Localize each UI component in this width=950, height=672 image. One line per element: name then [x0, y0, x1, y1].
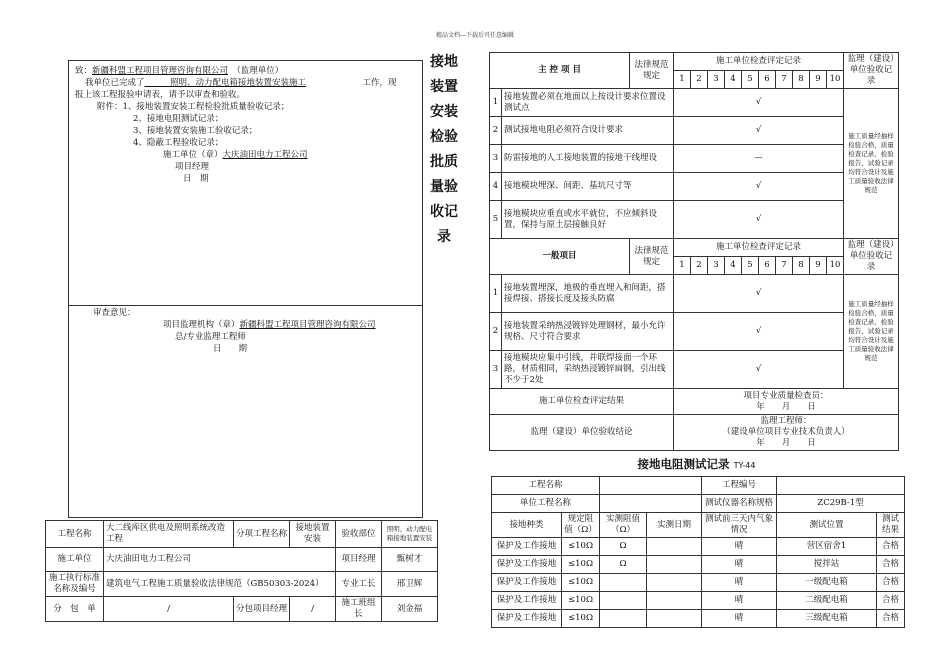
- table-row: [46, 597, 438, 622]
- check-number: 4: [725, 71, 742, 89]
- item-mark: √: [674, 173, 844, 201]
- table-cell: 晴: [702, 574, 777, 592]
- table-row: [492, 610, 905, 628]
- supervisor-org-name: 新疆科盟工程项目管理咨询有限公司: [239, 320, 376, 330]
- item-mark: √: [674, 201, 844, 239]
- vertical-title-line: 批质: [430, 154, 458, 170]
- table-cell: 保护及工作接地: [492, 556, 562, 574]
- table-cell: [647, 556, 702, 574]
- table-cell: 合格: [877, 556, 905, 574]
- table-cell: Ω: [600, 538, 647, 556]
- table-cell: 合格: [877, 610, 905, 628]
- table-cell: [647, 592, 702, 610]
- check-number: 10: [827, 71, 844, 89]
- supervisor-signer: 监理工程师：: [760, 416, 812, 426]
- contractor-sign-line: 施工单位（章）大庆油田电力工程公司: [163, 150, 308, 160]
- check-number: 6: [759, 71, 776, 89]
- table-cell: ≤10Ω: [562, 538, 600, 556]
- item-number: 1: [490, 89, 502, 117]
- item-number: 3: [490, 351, 502, 389]
- item-mark: —: [674, 145, 844, 173]
- project-name-value: [600, 477, 702, 495]
- accept-column-header: 监理（建设）单位验收记录: [844, 53, 899, 89]
- table-cell: 保护及工作接地: [492, 574, 562, 592]
- contractor-result-sign: [674, 389, 899, 415]
- table-cell: ≤10Ω: [562, 574, 600, 592]
- vertical-title: [427, 50, 461, 250]
- table-cell: Ω: [600, 556, 647, 574]
- table-cell: ≤10Ω: [562, 592, 600, 610]
- contractor-name: 大庆油田电力工程公司: [222, 150, 308, 160]
- item-number: 2: [490, 313, 502, 351]
- check-number: 9: [810, 71, 827, 89]
- inspection-table: [489, 52, 899, 451]
- form-divider: [69, 305, 422, 306]
- supervisor-signer-note: （建设单位项目专业技术负责人）: [722, 427, 850, 437]
- info-value: 甄树才: [382, 548, 438, 572]
- accept-column-header: 监理（建设）单位验收记录: [844, 239, 899, 275]
- table-row: [46, 548, 438, 572]
- table-cell: 晴: [702, 556, 777, 574]
- spec-column-header: 法律规范规定: [630, 53, 674, 89]
- table-row: [490, 351, 899, 389]
- vertical-title-line: 接地: [430, 54, 458, 70]
- check-number: 3: [708, 71, 725, 89]
- project-no-label: 工程编号: [702, 477, 777, 495]
- attachment-2: 2、接地电阻测试记录；: [133, 114, 224, 124]
- attachment-4: 4、隐蔽工程验收记录；: [133, 138, 224, 148]
- table-cell: [600, 592, 647, 610]
- review-label: 审查意见：: [93, 308, 136, 318]
- info-value: 大二线库区供电及照明系统改造工程: [104, 521, 234, 548]
- info-label: 分包项目经理: [234, 597, 290, 622]
- item-mark: √: [674, 313, 844, 351]
- addressee-company: 新疆科盟工程项目管理咨询有限公司: [92, 66, 229, 76]
- project-no-value: [777, 477, 905, 495]
- info-label: 施工执行标准名称及编号: [46, 572, 104, 597]
- check-number: 9: [810, 257, 827, 275]
- resistance-table: [491, 476, 905, 628]
- table-cell: 三级配电箱: [777, 610, 877, 628]
- supervisor-date: 年 月 日: [756, 438, 816, 448]
- contractor-result-signer: 项目专业质量检查员：: [743, 390, 829, 401]
- general-items-title: 一般项目: [490, 239, 630, 275]
- attachments-title: 附件：1、接地装置安装工程检验批质量验收记录；: [97, 102, 290, 112]
- table-cell: 保护及工作接地: [492, 610, 562, 628]
- info-label: 施工班组长: [336, 597, 382, 622]
- info-value: /: [290, 597, 336, 622]
- item-number: 3: [490, 145, 502, 173]
- table-row: [490, 145, 899, 173]
- item-number: 4: [490, 173, 502, 201]
- check-number: 6: [759, 257, 776, 275]
- project-info-table: [45, 520, 438, 622]
- info-label: 分项工程名称: [234, 521, 290, 548]
- table-cell: 晴: [702, 538, 777, 556]
- table-row: [490, 275, 899, 313]
- column-header: 测试结果: [877, 513, 905, 538]
- info-label: 工程名称: [46, 521, 104, 548]
- item-text: 接地装置必须在地面以上按设计要求位置设测试点: [502, 89, 674, 117]
- item-number: 1: [490, 275, 502, 313]
- supervisor-result-sign: [674, 415, 899, 451]
- item-number: 5: [490, 201, 502, 239]
- table-cell: ≤10Ω: [562, 556, 600, 574]
- table-row: [492, 574, 905, 592]
- contractor-result-date: 年 月 日: [756, 401, 816, 412]
- acceptance-request-section: [75, 65, 417, 185]
- completed-work: 照明、动力配电箱接地装置安装施工: [170, 78, 307, 88]
- record-code: TY-44: [733, 461, 756, 470]
- info-label: 分 包 单: [46, 597, 104, 622]
- attachment-3: 3、接地装置安装施工验收记录；: [133, 126, 258, 136]
- table-row: [492, 477, 905, 495]
- table-row: [492, 592, 905, 610]
- table-cell: 合格: [877, 538, 905, 556]
- instrument-value: ZC29B-1型: [777, 495, 905, 513]
- table-cell: ≤10Ω: [562, 610, 600, 628]
- item-number: 2: [490, 117, 502, 145]
- table-cell: [647, 574, 702, 592]
- column-header: 接地种类: [492, 513, 562, 538]
- completed-work-line: 我单位已完成了 照明、动力配电箱接地装置安装施工 工作，现: [85, 78, 397, 88]
- date-label-2: 日 期: [213, 344, 248, 354]
- table-cell: 营区宿舍1: [777, 538, 877, 556]
- main-items-title: 主 控 项 目: [490, 53, 630, 89]
- table-row: [490, 89, 899, 117]
- item-text: 防雷接地的人工接地装置的接地干线埋设: [502, 145, 674, 173]
- table-row: [490, 239, 899, 257]
- item-text: 接地模块应集中引线，并联焊接面一个环路，材质相同，采纳热浸镀锌扁钢，引出线不少于2处: [502, 351, 674, 389]
- column-header: 测试位置: [777, 513, 877, 538]
- item-text: 测试接地电阻必须符合设计要求: [502, 117, 674, 145]
- info-value: 大庆油田电力工程公司: [104, 548, 336, 572]
- check-number: 4: [725, 257, 742, 275]
- vertical-title-line: 装置: [430, 79, 458, 95]
- doc-header-note: 精品文档---下载后可任意编辑: [435, 32, 515, 39]
- check-number: 10: [827, 257, 844, 275]
- info-value: /: [104, 597, 234, 622]
- item-mark: √: [674, 351, 844, 389]
- item-text: 接地装置采纳热浸镀锌处理钢材，最小允许规格、尺寸符合要求: [502, 313, 674, 351]
- info-value: 照明、动力配电箱接地装置安装: [382, 521, 438, 548]
- table-cell: 二级配电箱: [777, 592, 877, 610]
- table-row: [490, 313, 899, 351]
- column-header: 实测阻值（Ω）: [600, 513, 647, 538]
- main-accept-note: 施工质量经抽样检验合格，质量检查记录、检验报告、试验记录均符合设计及施工质量验收法律规范: [844, 89, 899, 239]
- table-row: [492, 495, 905, 513]
- info-value: 建筑电气工程施工质量验收法律规范（GB50303-2024）: [104, 572, 336, 597]
- table-row: [46, 572, 438, 597]
- general-accept-note: 施工质量经抽样检验合格，质量检查记录、检验报告、试验记录均符合设计及施工质量验收法律规范: [844, 275, 899, 389]
- table-row: [46, 521, 438, 548]
- vertical-title-line: 量验: [430, 179, 458, 195]
- item-text: 接地模块应垂直或水平就位，不应倾斜设置，保持与原土层接触良好: [502, 201, 674, 239]
- table-cell: [600, 610, 647, 628]
- table-cell: 搅拌站: [777, 556, 877, 574]
- item-mark: √: [674, 89, 844, 117]
- instrument-label: 测试仪器名称规格: [702, 495, 777, 513]
- info-value: 刘金福: [382, 597, 438, 622]
- check-number: 8: [793, 71, 810, 89]
- check-number: 2: [691, 257, 708, 275]
- table-row: [490, 415, 899, 451]
- report-line: 报上该工程报验申请表，请予以审查和验收。: [75, 90, 246, 100]
- vertical-title-line: 收记: [430, 204, 458, 220]
- info-value: 接地装置安装: [290, 521, 336, 548]
- item-text: 接地模块埋深、间距、基坑尺寸等: [502, 173, 674, 201]
- check-column-header: 施工单位检查评定记录: [674, 239, 844, 257]
- check-number: 2: [691, 71, 708, 89]
- table-cell: 晴: [702, 610, 777, 628]
- info-label: 项目经理: [336, 548, 382, 572]
- table-cell: 一级配电箱: [777, 574, 877, 592]
- info-label: 验收部位: [336, 521, 382, 548]
- unit-project-label: 单位工程名称: [492, 495, 600, 513]
- table-row: [490, 117, 899, 145]
- check-number: 7: [776, 71, 793, 89]
- table-row: [490, 173, 899, 201]
- acceptance-form: [68, 60, 423, 518]
- table-row: [490, 389, 899, 415]
- table-row: [490, 53, 899, 71]
- table-cell: 晴: [702, 592, 777, 610]
- check-number: 7: [776, 257, 793, 275]
- unit-project-value: [600, 495, 702, 513]
- chief-engineer-label: 总/专业监理工程师: [175, 332, 246, 342]
- check-number: 1: [674, 71, 691, 89]
- column-header: 实测日期: [647, 513, 702, 538]
- vertical-title-line: 检验: [430, 129, 458, 145]
- item-mark: √: [674, 275, 844, 313]
- item-text: 接地装置埋深，地极的垂直埋入和间距，搭接焊接、搭接长度及接头防腐: [502, 275, 674, 313]
- table-row: [492, 538, 905, 556]
- check-number: 5: [742, 257, 759, 275]
- supervisor-result-label: 监理（建设）单位验收结论: [490, 415, 674, 451]
- info-label: 施工单位: [46, 548, 104, 572]
- table-row: [492, 556, 905, 574]
- project-name-label: 工程名称: [492, 477, 600, 495]
- table-cell: 合格: [877, 574, 905, 592]
- table-cell: [647, 610, 702, 628]
- addressee-line: 致：新疆科盟工程项目管理咨询有限公司 （监理单位）: [75, 66, 284, 76]
- table-cell: [647, 538, 702, 556]
- vertical-title-line: 录: [437, 229, 451, 245]
- contractor-result-label: 施工单位检查评定结果: [490, 389, 674, 415]
- table-cell: 合格: [877, 592, 905, 610]
- table-cell: 保护及工作接地: [492, 592, 562, 610]
- info-value: 邢卫辉: [382, 572, 438, 597]
- pm-label: 项目经理: [175, 162, 210, 172]
- column-header: 测试前三天内气象情况: [702, 513, 777, 538]
- supervisor-org-line: 项目监理机构（章）新疆科盟工程项目管理咨询有限公司: [163, 320, 376, 330]
- check-number: 8: [793, 257, 810, 275]
- vertical-title-line: 安装: [430, 104, 458, 120]
- table-row: [492, 513, 905, 538]
- table-row: [490, 201, 899, 239]
- check-number: 3: [708, 257, 725, 275]
- table-cell: [600, 574, 647, 592]
- check-number: 1: [674, 257, 691, 275]
- info-label: 专业工长: [336, 572, 382, 597]
- item-mark: √: [674, 117, 844, 145]
- table-cell: 保护及工作接地: [492, 538, 562, 556]
- spec-column-header: 法律规范规定: [630, 239, 674, 275]
- date-label: 日 期: [183, 174, 209, 184]
- resistance-record-title: 接地电阻测试记录 TY-44: [637, 457, 756, 471]
- review-section: [75, 307, 417, 355]
- column-header: 规定阻值（Ω）: [562, 513, 600, 538]
- check-column-header: 施工单位检查评定记录: [674, 53, 844, 71]
- check-number: 5: [742, 71, 759, 89]
